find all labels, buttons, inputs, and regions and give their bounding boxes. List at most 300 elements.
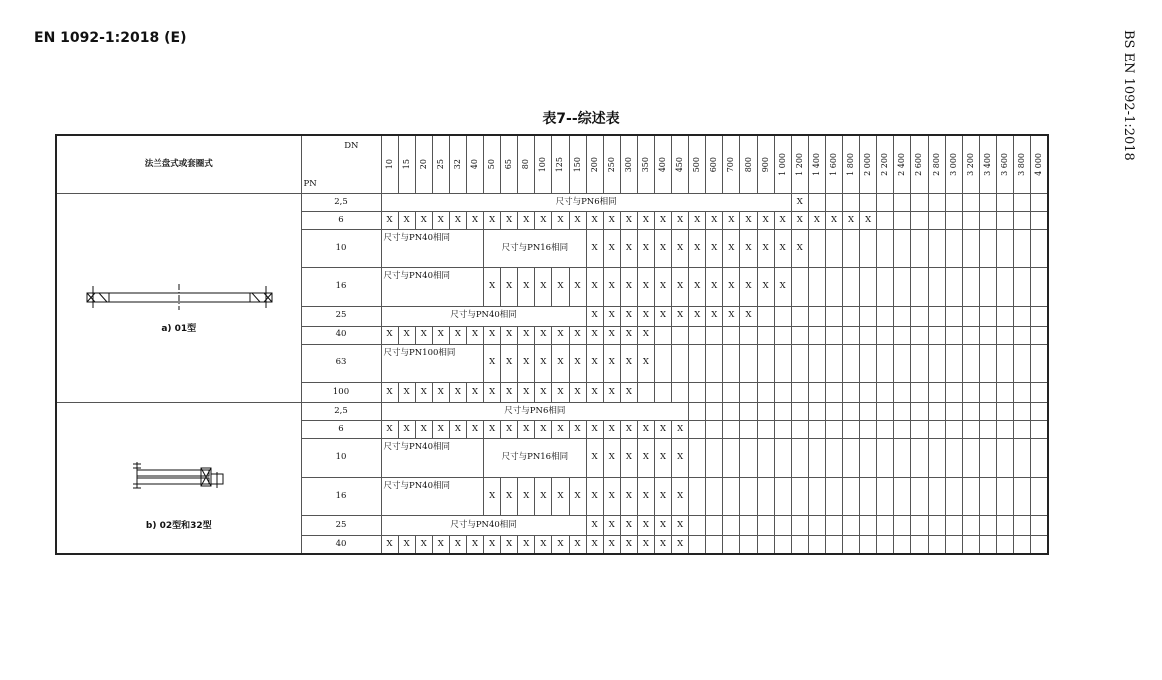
- empty-cell: [1013, 344, 1030, 382]
- empty-cell: [1013, 477, 1030, 515]
- empty-cell: [791, 477, 808, 515]
- empty-cell: [706, 477, 723, 515]
- dn-column-header: 250: [603, 135, 620, 194]
- empty-cell: [1013, 326, 1030, 344]
- empty-cell: [860, 230, 877, 268]
- empty-cell: [945, 382, 962, 402]
- availability-mark: X: [672, 230, 689, 268]
- pn-value: 25: [301, 516, 381, 536]
- empty-cell: [911, 403, 928, 421]
- availability-mark: X: [603, 439, 620, 477]
- availability-mark: X: [535, 326, 552, 344]
- empty-cell: [894, 439, 911, 477]
- empty-cell: [860, 306, 877, 326]
- empty-cell: [808, 421, 825, 439]
- empty-cell: [979, 439, 996, 477]
- empty-cell: [962, 536, 979, 554]
- dimension-note: 尺寸与PN40相同: [381, 230, 484, 268]
- empty-cell: [843, 326, 860, 344]
- empty-cell: [774, 536, 791, 554]
- empty-cell: [945, 268, 962, 306]
- availability-mark: X: [586, 344, 603, 382]
- empty-cell: [894, 326, 911, 344]
- availability-mark: X: [689, 306, 706, 326]
- availability-mark: X: [723, 230, 740, 268]
- empty-cell: [825, 194, 842, 212]
- empty-cell: [825, 403, 842, 421]
- availability-mark: X: [620, 421, 637, 439]
- empty-cell: [1031, 516, 1048, 536]
- empty-cell: [655, 382, 672, 402]
- empty-cell: [655, 326, 672, 344]
- availability-mark: X: [655, 536, 672, 554]
- empty-cell: [894, 403, 911, 421]
- availability-mark: X: [860, 212, 877, 230]
- availability-mark: X: [518, 477, 535, 515]
- availability-mark: X: [466, 421, 483, 439]
- empty-cell: [1031, 268, 1048, 306]
- empty-cell: [962, 230, 979, 268]
- empty-cell: [928, 344, 945, 382]
- empty-cell: [979, 212, 996, 230]
- empty-cell: [1031, 344, 1048, 382]
- dn-column-header: 350: [637, 135, 654, 194]
- empty-cell: [860, 439, 877, 477]
- availability-mark: X: [535, 268, 552, 306]
- availability-mark: X: [501, 326, 518, 344]
- empty-cell: [791, 403, 808, 421]
- availability-mark: X: [655, 230, 672, 268]
- availability-mark: X: [586, 326, 603, 344]
- availability-mark: X: [620, 536, 637, 554]
- empty-cell: [979, 306, 996, 326]
- availability-mark: X: [535, 477, 552, 515]
- availability-mark: X: [603, 230, 620, 268]
- empty-cell: [791, 421, 808, 439]
- dn-column-header: 2 400: [894, 135, 911, 194]
- dimension-note: 尺寸与PN100相同: [381, 344, 484, 382]
- empty-cell: [825, 421, 842, 439]
- empty-cell: [911, 477, 928, 515]
- availability-mark: X: [672, 268, 689, 306]
- dn-column-header: 500: [689, 135, 706, 194]
- availability-mark: X: [518, 326, 535, 344]
- empty-cell: [740, 421, 757, 439]
- availability-mark: X: [757, 212, 774, 230]
- empty-cell: [1013, 421, 1030, 439]
- dn-column-header: 450: [672, 135, 689, 194]
- empty-cell: [825, 344, 842, 382]
- dimension-note: 尺寸与PN40相同: [381, 439, 484, 477]
- empty-cell: [911, 194, 928, 212]
- availability-mark: X: [637, 439, 654, 477]
- availability-mark: X: [518, 421, 535, 439]
- availability-mark: X: [603, 421, 620, 439]
- empty-cell: [706, 536, 723, 554]
- empty-cell: [962, 382, 979, 402]
- empty-cell: [723, 421, 740, 439]
- empty-cell: [791, 382, 808, 402]
- availability-mark: X: [466, 536, 483, 554]
- availability-mark: X: [723, 268, 740, 306]
- empty-cell: [1013, 382, 1030, 402]
- availability-mark: X: [569, 212, 586, 230]
- empty-cell: [723, 344, 740, 382]
- empty-cell: [1031, 421, 1048, 439]
- empty-cell: [655, 344, 672, 382]
- dimension-note: 尺寸与PN6相同: [381, 403, 689, 421]
- empty-cell: [757, 306, 774, 326]
- availability-mark: X: [672, 516, 689, 536]
- availability-mark: X: [518, 382, 535, 402]
- empty-cell: [860, 194, 877, 212]
- empty-cell: [1013, 268, 1030, 306]
- empty-cell: [962, 212, 979, 230]
- empty-cell: [928, 306, 945, 326]
- availability-mark: X: [535, 212, 552, 230]
- empty-cell: [860, 477, 877, 515]
- empty-cell: [774, 403, 791, 421]
- empty-cell: [706, 382, 723, 402]
- empty-cell: [740, 382, 757, 402]
- empty-cell: [774, 477, 791, 515]
- availability-mark: X: [415, 536, 432, 554]
- availability-mark: X: [484, 536, 501, 554]
- empty-cell: [1031, 403, 1048, 421]
- dn-column-header: 800: [740, 135, 757, 194]
- dn-column-header: 2 800: [928, 135, 945, 194]
- group-caption: b) 02型和32型: [145, 521, 212, 531]
- dimension-note: 尺寸与PN40相同: [381, 268, 484, 306]
- availability-mark: X: [689, 212, 706, 230]
- empty-cell: [911, 421, 928, 439]
- availability-mark: X: [620, 268, 637, 306]
- availability-mark: X: [466, 382, 483, 402]
- empty-cell: [877, 516, 894, 536]
- empty-cell: [689, 477, 706, 515]
- availability-mark: X: [637, 516, 654, 536]
- dn-column-header: 20: [415, 135, 432, 194]
- empty-cell: [945, 212, 962, 230]
- empty-cell: [843, 230, 860, 268]
- empty-cell: [911, 230, 928, 268]
- empty-cell: [996, 194, 1013, 212]
- empty-cell: [945, 230, 962, 268]
- availability-mark: X: [501, 382, 518, 402]
- empty-cell: [979, 344, 996, 382]
- dimension-note: 尺寸与PN40相同: [381, 516, 586, 536]
- availability-mark: X: [655, 306, 672, 326]
- empty-cell: [723, 403, 740, 421]
- availability-mark: X: [706, 306, 723, 326]
- empty-cell: [825, 230, 842, 268]
- empty-cell: [774, 382, 791, 402]
- availability-mark: X: [655, 477, 672, 515]
- dn-column-header: 3 600: [996, 135, 1013, 194]
- availability-mark: X: [501, 536, 518, 554]
- empty-cell: [808, 536, 825, 554]
- availability-mark: X: [603, 344, 620, 382]
- empty-cell: [996, 439, 1013, 477]
- availability-mark: X: [484, 212, 501, 230]
- empty-cell: [808, 344, 825, 382]
- empty-cell: [996, 403, 1013, 421]
- empty-cell: [740, 477, 757, 515]
- empty-cell: [825, 439, 842, 477]
- availability-mark: X: [432, 421, 449, 439]
- empty-cell: [928, 477, 945, 515]
- availability-mark: X: [740, 268, 757, 306]
- empty-cell: [1013, 516, 1030, 536]
- empty-cell: [996, 421, 1013, 439]
- empty-cell: [979, 230, 996, 268]
- empty-cell: [672, 382, 689, 402]
- empty-cell: [996, 326, 1013, 344]
- availability-mark: X: [672, 212, 689, 230]
- empty-cell: [1013, 403, 1030, 421]
- empty-cell: [911, 382, 928, 402]
- pn-value: 16: [301, 268, 381, 306]
- availability-mark: X: [637, 326, 654, 344]
- empty-cell: [774, 344, 791, 382]
- availability-mark: X: [484, 421, 501, 439]
- availability-mark: X: [843, 212, 860, 230]
- dn-column-header: 50: [484, 135, 501, 194]
- empty-cell: [911, 326, 928, 344]
- pn-label: PN: [303, 179, 317, 190]
- type-column-header: 法兰盘式或套圈式: [56, 135, 301, 194]
- empty-cell: [843, 382, 860, 402]
- availability-mark: X: [672, 306, 689, 326]
- dn-column-header: 2 600: [911, 135, 928, 194]
- availability-mark: X: [603, 268, 620, 306]
- availability-mark: X: [603, 382, 620, 402]
- availability-mark: X: [552, 344, 569, 382]
- empty-cell: [723, 477, 740, 515]
- empty-cell: [774, 306, 791, 326]
- availability-mark: X: [398, 536, 415, 554]
- availability-mark: X: [449, 421, 466, 439]
- availability-mark: X: [518, 268, 535, 306]
- availability-mark: X: [466, 326, 483, 344]
- availability-mark: X: [501, 421, 518, 439]
- empty-cell: [877, 382, 894, 402]
- dimension-note: 尺寸与PN40相同: [381, 477, 484, 515]
- empty-cell: [1031, 326, 1048, 344]
- dimension-note: 尺寸与PN40相同: [381, 306, 586, 326]
- empty-cell: [945, 439, 962, 477]
- empty-cell: [894, 194, 911, 212]
- availability-mark: X: [535, 344, 552, 382]
- availability-mark: X: [484, 344, 501, 382]
- empty-cell: [637, 382, 654, 402]
- empty-cell: [740, 403, 757, 421]
- availability-mark: X: [655, 268, 672, 306]
- empty-cell: [791, 516, 808, 536]
- dn-column-header: 10: [381, 135, 398, 194]
- empty-cell: [945, 306, 962, 326]
- empty-cell: [979, 516, 996, 536]
- empty-cell: [860, 382, 877, 402]
- availability-mark: X: [723, 212, 740, 230]
- availability-mark: X: [518, 344, 535, 382]
- empty-cell: [706, 439, 723, 477]
- empty-cell: [877, 326, 894, 344]
- availability-mark: X: [637, 230, 654, 268]
- pn-value: 100: [301, 382, 381, 402]
- availability-mark: X: [586, 382, 603, 402]
- availability-mark: X: [449, 536, 466, 554]
- empty-cell: [928, 439, 945, 477]
- empty-cell: [757, 516, 774, 536]
- empty-cell: [1013, 306, 1030, 326]
- availability-mark: X: [603, 516, 620, 536]
- availability-mark: X: [740, 306, 757, 326]
- summary-table: [55, 134, 1049, 555]
- availability-mark: X: [655, 516, 672, 536]
- dn-column-header: 400: [655, 135, 672, 194]
- dn-column-header: 3 200: [962, 135, 979, 194]
- empty-cell: [825, 382, 842, 402]
- empty-cell: [860, 268, 877, 306]
- availability-mark: X: [637, 421, 654, 439]
- availability-mark: X: [552, 268, 569, 306]
- dn-column-header: 2 200: [877, 135, 894, 194]
- empty-cell: [877, 439, 894, 477]
- empty-cell: [689, 344, 706, 382]
- empty-cell: [945, 326, 962, 344]
- availability-mark: X: [569, 536, 586, 554]
- empty-cell: [757, 403, 774, 421]
- empty-cell: [791, 326, 808, 344]
- availability-mark: X: [757, 230, 774, 268]
- empty-cell: [979, 403, 996, 421]
- availability-mark: X: [535, 421, 552, 439]
- dn-column-header: 4 000: [1031, 135, 1048, 194]
- empty-cell: [996, 536, 1013, 554]
- empty-cell: [979, 194, 996, 212]
- empty-cell: [962, 268, 979, 306]
- empty-cell: [1013, 212, 1030, 230]
- availability-mark: X: [449, 326, 466, 344]
- empty-cell: [996, 344, 1013, 382]
- availability-mark: X: [740, 212, 757, 230]
- empty-cell: [843, 306, 860, 326]
- empty-cell: [774, 439, 791, 477]
- availability-mark: X: [791, 194, 808, 212]
- availability-mark: X: [569, 382, 586, 402]
- availability-mark: X: [706, 268, 723, 306]
- availability-mark: X: [689, 268, 706, 306]
- availability-mark: X: [552, 477, 569, 515]
- table-title: 表7--综述表: [542, 111, 620, 127]
- availability-mark: X: [381, 536, 398, 554]
- availability-mark: X: [432, 326, 449, 344]
- availability-mark: X: [586, 439, 603, 477]
- empty-cell: [843, 403, 860, 421]
- empty-cell: [928, 421, 945, 439]
- table-row: [56, 403, 1048, 421]
- empty-cell: [757, 382, 774, 402]
- empty-cell: [706, 326, 723, 344]
- empty-cell: [791, 439, 808, 477]
- empty-cell: [962, 477, 979, 515]
- availability-mark: X: [501, 268, 518, 306]
- empty-cell: [928, 268, 945, 306]
- empty-cell: [979, 382, 996, 402]
- availability-mark: X: [774, 230, 791, 268]
- empty-cell: [808, 268, 825, 306]
- empty-cell: [928, 326, 945, 344]
- availability-mark: X: [552, 536, 569, 554]
- empty-cell: [877, 268, 894, 306]
- dn-column-header: 3 800: [1013, 135, 1030, 194]
- availability-mark: X: [791, 230, 808, 268]
- availability-mark: X: [791, 212, 808, 230]
- empty-cell: [740, 516, 757, 536]
- dn-column-header: 100: [535, 135, 552, 194]
- empty-cell: [689, 516, 706, 536]
- empty-cell: [962, 306, 979, 326]
- empty-cell: [825, 516, 842, 536]
- empty-cell: [928, 516, 945, 536]
- empty-cell: [928, 230, 945, 268]
- availability-mark: X: [825, 212, 842, 230]
- empty-cell: [740, 344, 757, 382]
- availability-mark: X: [620, 230, 637, 268]
- empty-cell: [894, 344, 911, 382]
- availability-mark: X: [603, 477, 620, 515]
- table-row: [56, 194, 1048, 212]
- empty-cell: [843, 536, 860, 554]
- empty-cell: [706, 403, 723, 421]
- empty-cell: [1013, 439, 1030, 477]
- empty-cell: [911, 516, 928, 536]
- availability-mark: X: [586, 477, 603, 515]
- availability-mark: X: [398, 382, 415, 402]
- empty-cell: [996, 212, 1013, 230]
- availability-mark: X: [603, 306, 620, 326]
- type-01-figure-cell: [56, 194, 301, 403]
- empty-cell: [825, 326, 842, 344]
- availability-mark: X: [398, 326, 415, 344]
- availability-mark: X: [381, 326, 398, 344]
- type-02-32-figure-cell: [56, 403, 301, 555]
- availability-mark: X: [620, 344, 637, 382]
- empty-cell: [962, 403, 979, 421]
- availability-mark: X: [415, 326, 432, 344]
- dn-column-header: 900: [757, 135, 774, 194]
- availability-mark: X: [672, 477, 689, 515]
- availability-mark: X: [620, 477, 637, 515]
- availability-mark: X: [518, 536, 535, 554]
- empty-cell: [808, 477, 825, 515]
- availability-mark: X: [620, 306, 637, 326]
- pn-value: 40: [301, 326, 381, 344]
- dimension-note: 尺寸与PN6相同: [381, 194, 791, 212]
- empty-cell: [757, 536, 774, 554]
- dimension-note: 尺寸与PN16相同: [484, 439, 587, 477]
- empty-cell: [996, 230, 1013, 268]
- empty-cell: [945, 403, 962, 421]
- availability-mark: X: [449, 382, 466, 402]
- empty-cell: [928, 194, 945, 212]
- availability-mark: X: [757, 268, 774, 306]
- side-standard-id-text: BS EN 1092-1:2018: [1121, 30, 1136, 161]
- empty-cell: [962, 516, 979, 536]
- availability-mark: X: [586, 212, 603, 230]
- availability-mark: X: [484, 326, 501, 344]
